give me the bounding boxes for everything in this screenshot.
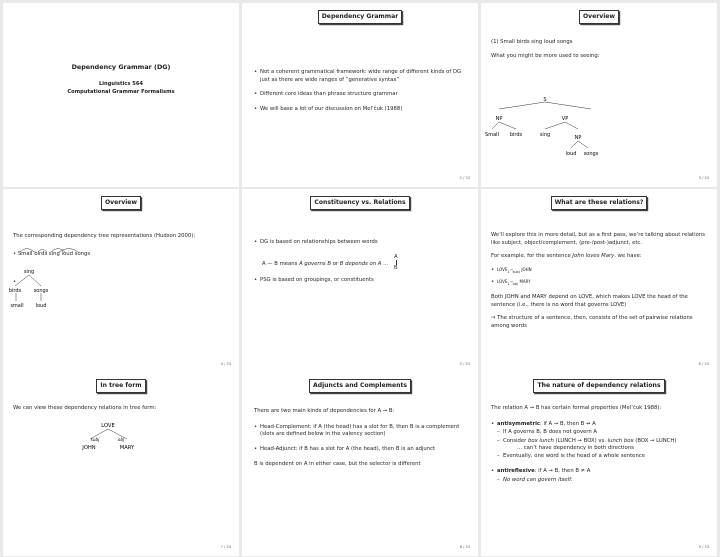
dependency-tree	[3, 372, 239, 556]
relation-item: • $LOVE_1\to_{obj}$ MARY	[491, 279, 707, 287]
slide-title: Dependency Grammar (DG)	[71, 63, 171, 71]
tree-node-np: NP	[574, 135, 582, 141]
bullet-term: antisymmetric	[497, 420, 541, 427]
slide-6	[481, 189, 717, 373]
bullet-text: Different core ideas than phrase structure grammar	[260, 91, 398, 98]
tree-leaf-sing: sing	[539, 132, 551, 138]
slide-title: Overview	[101, 196, 141, 210]
slide-3	[481, 3, 717, 187]
bullet: • Small birds sing loud songs	[13, 251, 91, 257]
bullet-text: Small birds sing loud songs	[17, 251, 91, 257]
page-number: 9 / 33	[698, 544, 709, 549]
tree-leaf-songs: songs	[583, 151, 599, 157]
sub-bullet-text: Consider	[503, 437, 527, 444]
formula-text: ...	[383, 261, 389, 267]
bullet-text: DG is based on relationships between words	[260, 239, 378, 245]
bullet	[254, 277, 468, 285]
example-sentence: (1) Small birds sing loud songs	[491, 39, 573, 45]
relation-head: LOVE	[497, 279, 508, 284]
relation-item: • $LOVE_1\to_{subj}$ JOHN	[491, 267, 707, 275]
sub-bullet-italic: No word can govern itself.	[503, 476, 573, 483]
sub-bullet	[497, 477, 707, 485]
sub-bullet-text: (BOX → LUNCH)	[635, 437, 677, 444]
page-number: 5 / 33	[459, 361, 470, 366]
relation-dependent: JOHN	[521, 267, 532, 273]
course-name: Linguistics 564	[98, 81, 144, 88]
formula	[262, 261, 388, 269]
dependency-arcs	[3, 189, 239, 373]
course-subtitle: Computational Grammar Formalisms	[67, 88, 175, 95]
tree-node-mary: MARY	[119, 445, 135, 451]
slide-title: Adjuncts and Complements	[309, 379, 411, 393]
bullet	[491, 468, 707, 484]
tree-leaf-small: Small	[485, 132, 499, 138]
vertical-bottom: B	[394, 265, 398, 272]
paragraph: ⇒ The structure of a sentence, then, consists of the set of pairwise relations among words	[491, 315, 693, 329]
paragraph: B is dependent on A in either case, but the selector is different	[254, 460, 421, 467]
intro-text: What you might be more used to seeing:	[491, 53, 600, 59]
tree-leaf-loud: loud	[565, 151, 577, 157]
formula-text: or	[332, 261, 339, 267]
slide-title: Constituency vs. Relations	[310, 196, 409, 210]
phrase-structure-tree	[481, 3, 717, 187]
relation-dependent: MARY	[519, 279, 531, 284]
tree-node-loud: loud	[35, 303, 47, 309]
vertical-dependency	[394, 254, 398, 271]
paragraph: We’ll explore this in more detail, but as a first pass, we’re talking about relations like subject, object/complement, (pre-/post-)adjunct, etc.	[491, 232, 705, 246]
bullet	[254, 446, 468, 454]
paragraph-text: , we have:	[614, 253, 642, 260]
sub-bullet-text: (LUNCH → BOX) vs.	[555, 437, 607, 444]
formula-depends: B depends on A	[339, 261, 382, 267]
bullet	[254, 424, 468, 439]
tree-node-s: S	[543, 97, 547, 103]
slide-2	[242, 3, 478, 187]
sub-bullet: – Eventually, one word is the head of a whole sentence	[497, 453, 707, 461]
tree-node-sing: sing	[23, 269, 35, 275]
relation-label: subj	[512, 270, 520, 275]
relation-label: obj	[512, 282, 518, 287]
paragraph: Both JOHN and MARY depend on LOVE, which makes LOVE the head of the sentence (i.e., there is no word that governs LOVE)	[491, 293, 688, 308]
tree-node-birds: birds	[8, 288, 22, 294]
bullet	[254, 106, 468, 114]
intro-text: The corresponding dependency tree representations (Hudson 2000):	[13, 233, 196, 239]
sub-bullet	[497, 438, 707, 453]
bullet-marker: •	[13, 279, 17, 285]
sub-bullet-continuation: ... can’t have dependency in both directions	[517, 445, 634, 452]
bullet-text: Head-Adjunct: if B has a slot for A (the head), then B is an adjunct	[260, 446, 436, 453]
bullet	[254, 91, 468, 99]
tree-node-vp: VP	[561, 116, 569, 122]
slide-4	[3, 189, 239, 373]
slide-5	[242, 189, 478, 373]
bullet-text: Not a coherent grammatical framework: wide range of different kinds of DG	[260, 69, 462, 75]
sub-bullet-italic: lunch box	[607, 437, 634, 444]
slide-title: In tree form	[96, 379, 145, 393]
tree-node-small: small	[10, 303, 24, 309]
tree-label-obj: obj	[117, 437, 125, 442]
intro-text: We can view these dependency relations in tree form:	[13, 405, 157, 411]
relation-head: LOVE	[497, 267, 508, 273]
page-number: 7 / 33	[220, 544, 231, 549]
bullet	[254, 69, 468, 84]
slide-1	[3, 3, 239, 187]
slide-title: The nature of dependency relations	[533, 379, 664, 393]
slide-title: Dependency Grammar	[318, 10, 403, 24]
slide-8	[242, 372, 478, 556]
bullet-text: : if A → B, then B ≠ A	[534, 468, 591, 475]
paragraph-italic: John loves Mary	[572, 253, 615, 260]
page-number: 2 / 33	[459, 175, 470, 180]
page-number: 3 / 33	[698, 175, 709, 180]
bullet-text: : if A → B, then B ↛ A	[540, 420, 596, 427]
formula-governs: A governs B	[299, 261, 331, 267]
formula-text: A — B means	[262, 261, 298, 267]
paragraph-text: For example, for the sentence	[491, 253, 571, 260]
tree-node-john: JOHN	[82, 445, 96, 451]
page-number: 8 / 33	[459, 544, 470, 549]
page-number: 4 / 33	[220, 361, 231, 366]
sub-bullet-italic: box lunch	[528, 437, 554, 444]
tree-leaf-birds: birds	[509, 132, 523, 138]
bullet-text: just as there are wide ranges of “generative syntax”	[260, 76, 400, 83]
page-number: 6 / 33	[698, 361, 709, 366]
bullet-text: (slots are defined below in the valency section)	[260, 431, 386, 438]
slide-7	[3, 372, 239, 556]
bullet-term: antireflexive	[497, 468, 535, 475]
bullet-text: We will base a lot of our discussion on Mel’čuk (1988)	[260, 106, 403, 113]
paragraph	[491, 253, 707, 261]
vertical-top: A	[394, 254, 398, 260]
bullet	[254, 239, 468, 247]
bullet-text: Head-Complement: if A (the head) has a slot for B, then B is a complement	[260, 423, 460, 430]
paragraph: There are two main kinds of dependencies for A → B:	[254, 408, 395, 414]
tree-label-subj: subj	[90, 437, 100, 442]
tree-node-songs: songs	[33, 288, 49, 294]
tree-node-love: LOVE	[101, 423, 115, 429]
slide-title: What are these relations?	[551, 196, 648, 210]
bullet-text: PSG is based on groupings, or constituents	[260, 277, 374, 283]
sub-bullet: – If A governs B, B does not govern A	[497, 429, 707, 437]
tree-node-np: NP	[495, 116, 503, 122]
bullet	[491, 421, 707, 461]
slide-title: Overview	[579, 10, 619, 24]
paragraph: The relation A → B has certain formal properties (Mel’čuk 1988):	[491, 405, 662, 411]
slide-9	[481, 372, 717, 556]
